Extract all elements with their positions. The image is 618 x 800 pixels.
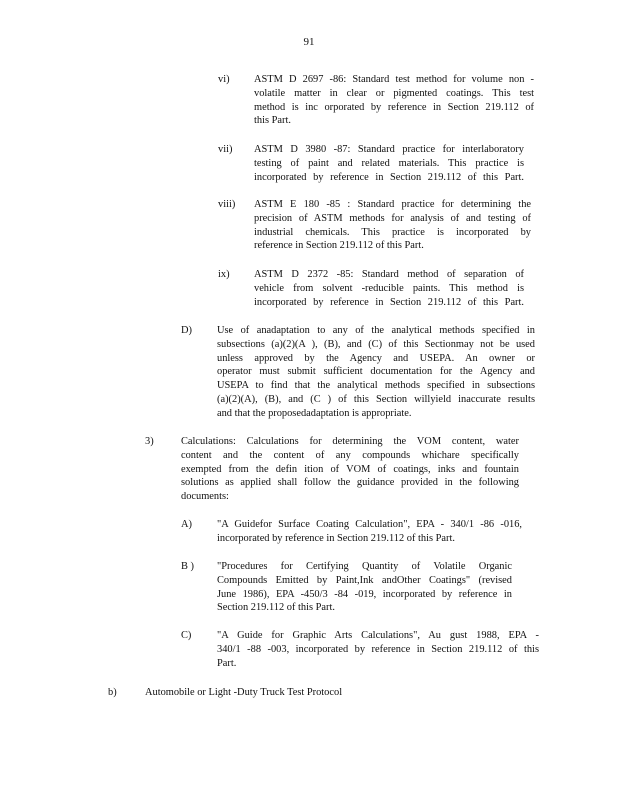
item-marker: B )	[181, 561, 194, 572]
text-line: "Procedures for Certifying Quantity of Volatile Organic	[217, 561, 512, 572]
item-marker: b)	[108, 687, 117, 698]
text-line: incorporated by reference in Section 219.112 of this Part.	[254, 296, 524, 308]
text-line: incorporated by reference in Section 219.112 of this Part.	[217, 532, 455, 544]
item-text	[254, 268, 524, 309]
list-item-b-upper	[181, 560, 541, 620]
text-line: Section 219.112 of this Part.	[217, 602, 335, 614]
text-line: ASTM D 2372 -85: Standard method of separation of	[254, 269, 524, 280]
item-text	[254, 198, 531, 253]
text-line: ASTM D 2697 -86: Standard test method for volume non -	[254, 74, 534, 85]
text-line: (a)(2)(A), (B), and (C ) of this Section willyield inaccurate results	[217, 393, 535, 405]
list-item-ix	[218, 268, 538, 314]
text-line: vehicle from solvent -reducible paints. This method is	[254, 282, 524, 294]
text-line: Part.	[217, 657, 237, 669]
item-marker: vi)	[218, 74, 230, 85]
list-item-vi	[218, 73, 538, 133]
text-line: Use of anadaptation to any of the analytical methods specified in	[217, 325, 535, 336]
text-line: and that the proposedadaptation is appropriate.	[217, 407, 412, 419]
text-line: this Part.	[254, 115, 291, 127]
text-line: USEPA to find that the analytical methods specified in subsections	[217, 380, 535, 392]
item-marker: C)	[181, 630, 192, 641]
text-line: subsections (a)(2)(A ), (B), and (C) of this Sectionmay not be used	[217, 338, 535, 350]
text-line: testing of paint and related materials. This practice is	[254, 157, 524, 169]
text-line: solutions as applied shall follow the guidance provided in the following	[181, 477, 519, 489]
list-item-b-lower	[108, 686, 408, 704]
text-line: industrial chemicals. This practice is incorporated by	[254, 226, 531, 238]
item-marker: D)	[181, 325, 192, 336]
item-marker: 3)	[145, 436, 154, 447]
item-marker: A)	[181, 519, 192, 530]
text-line: incorporated by reference in Section 219.112 of this Part.	[254, 171, 524, 183]
page-number: 91	[303, 36, 315, 48]
text-line: ASTM D 3980 -87: Standard practice for interlaboratory	[254, 144, 524, 155]
text-line: precision of ASTM methods for analysis of and testing of	[254, 212, 531, 224]
item-marker: viii)	[218, 199, 236, 210]
list-item-3	[145, 435, 535, 507]
text-line: method is inc orporated by reference in Section 219.112 of	[254, 101, 534, 113]
text-line: documents:	[181, 491, 229, 503]
list-item-c	[181, 629, 541, 675]
item-text	[217, 518, 522, 546]
item-text	[217, 629, 539, 670]
text-line: Compounds Emitted by Paint,Ink andOther Coatings" (revised	[217, 574, 512, 586]
text-line: content and the content of any compounds whichare specifically	[181, 449, 519, 461]
item-text	[254, 143, 524, 184]
item-marker: vii)	[218, 144, 233, 155]
text-line: operator must submit sufficient documentation for the Agency and	[217, 366, 535, 378]
item-text	[217, 560, 512, 615]
text-line: "A Guidefor Surface Coating Calculation", EPA - 340/1 -86 -016,	[217, 519, 522, 530]
item-text	[181, 435, 519, 504]
text-line: reference in Section 219.112 of this Part.	[254, 240, 424, 252]
item-text	[254, 73, 534, 128]
text-line: ASTM E 180 -85 : Standard practice for determining the	[254, 199, 531, 210]
text-line: volatile matter in clear or pigmented coatings. This test	[254, 87, 534, 99]
text-line: Calculations: Calculations for determining the VOM content, water	[181, 436, 519, 447]
list-item-a	[181, 518, 541, 550]
list-item-viii	[218, 198, 538, 258]
text-line: Automobile or Light -Duty Truck Test Protocol	[145, 687, 343, 698]
text-line: "A Guide for Graphic Arts Calculations", Au gust 1988, EPA -	[217, 630, 539, 641]
text-line: June 1986), EPA -450/3 -84 -019, incorporated by reference in	[217, 588, 512, 600]
item-text	[145, 686, 375, 700]
list-item-vii	[218, 143, 538, 189]
item-marker: ix)	[218, 269, 230, 280]
item-text	[217, 324, 535, 421]
text-line: 340/1 -88 -003, incorporated by reference in Section 219.112 of this	[217, 643, 539, 655]
list-item-d	[181, 324, 541, 424]
text-line: exempted from the defin ition of VOM of coatings, inks and fountain	[181, 463, 519, 475]
text-line: unless approved by the Agency and USEPA. An owner or	[217, 352, 535, 364]
